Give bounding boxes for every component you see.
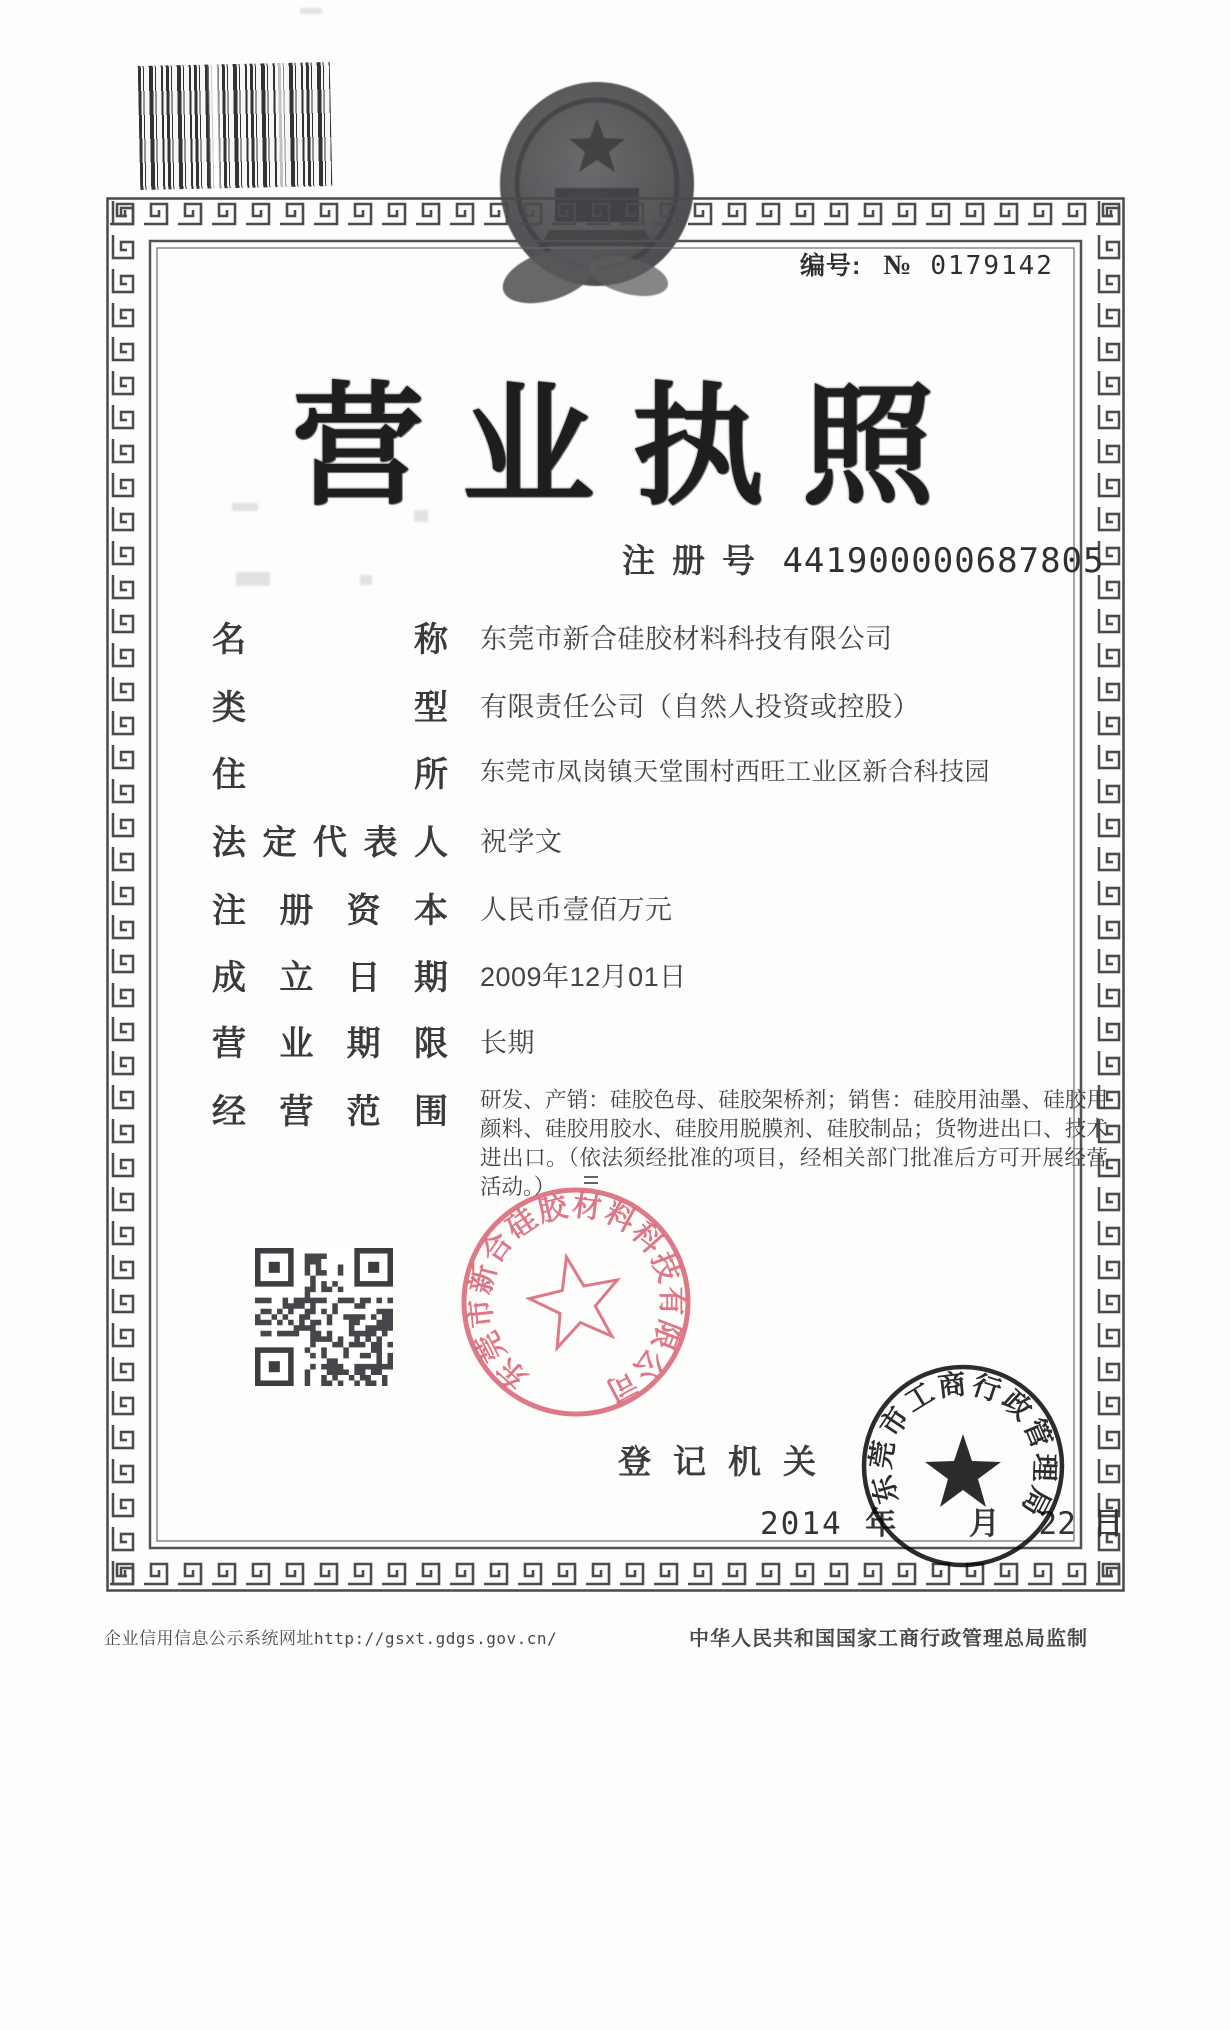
registration-number-line (622, 535, 1105, 582)
svg-text:东莞市新合硅胶材料科技有限公司 (456, 1182, 696, 1422)
field-value: 有限责任公司（自然人投资或控股） (480, 692, 920, 722)
registration-number-value: 441900000687805 (782, 541, 1105, 581)
registrar-label: 登记机关 (618, 1443, 838, 1480)
scan-mark (584, 1176, 598, 1184)
serial-label: 编号: (800, 252, 862, 280)
field-label: 名称 (212, 621, 448, 659)
scan-smudge (232, 503, 258, 511)
field-row-name (212, 612, 1112, 661)
scan-smudge (236, 572, 270, 586)
serial-number: 0179142 (930, 251, 1054, 281)
numero-symbol: № (883, 250, 913, 281)
footer-url: http://gsxt.gdgs.gov.cn/ (314, 1629, 558, 1648)
field-row-term (212, 1016, 1112, 1065)
field-value: 研发、产销：硅胶色母、硅胶架桥剂；销售：硅胶用油墨、硅胶用颜料、硅胶用胶水、硅胶用脱膜剂、硅胶制品；货物进出口、技术进出口。（依法须经批准的项目，经相关部门批准后方可开展经营活动。） (480, 1088, 1108, 1199)
field-label: 注册资本 (212, 892, 448, 930)
registrar-seal-text: 东莞市工商行政管理局 (864, 1367, 1061, 1524)
day-suffix: 日 (1092, 1506, 1124, 1541)
company-seal-text: 东莞市新合硅胶材料科技有限公司 (463, 1189, 688, 1408)
document-title: 营业执照 (292, 373, 972, 520)
scan-smudge (414, 510, 428, 522)
scan-smudge (360, 575, 372, 585)
field-row-address (212, 747, 1112, 796)
qr-code-icon (255, 1248, 393, 1386)
field-row-capital (212, 883, 1112, 932)
field-label: 成立日期 (212, 959, 448, 997)
field-label: 营业期限 (212, 1025, 448, 1063)
company-seal-icon (456, 1182, 696, 1422)
month-suffix: 月 (968, 1506, 1000, 1541)
field-label: 类型 (212, 689, 448, 727)
field-value: 东莞市新合硅胶材料科技有限公司 (480, 624, 893, 654)
field-row-type (212, 680, 1112, 729)
field-value: 2009年12月01日 (480, 962, 687, 992)
field-value: 人民币壹佰万元 (480, 895, 673, 925)
field-label: 经营范围 (212, 1093, 448, 1131)
issue-day: 22 (1038, 1506, 1076, 1542)
field-row-legal-rep (212, 815, 1112, 864)
field-value: 祝学文 (480, 827, 563, 857)
field-row-established (212, 950, 1112, 999)
year-suffix: 年 (865, 1506, 897, 1541)
footer-url-prefix: 企业信用信息公示系统网址 (104, 1629, 314, 1648)
registrar-seal-icon (843, 1352, 1083, 1588)
footer-public-info-url (104, 1624, 557, 1649)
field-value: 东莞市凤岗镇天堂围村西旺工业区新合科技园 (480, 758, 991, 786)
barcode-icon (138, 62, 333, 190)
issue-year: 2014 (760, 1506, 843, 1542)
field-label: 法定代表人 (212, 824, 448, 862)
serial-line (800, 246, 1054, 282)
scan-smudge (300, 8, 322, 14)
footer-issuing-authority: 中华人民共和国国家工商行政管理总局监制 (689, 1628, 1088, 1650)
registration-number-label: 注册号 (622, 542, 772, 579)
field-value: 长期 (480, 1028, 535, 1058)
field-label: 住所 (212, 756, 448, 794)
